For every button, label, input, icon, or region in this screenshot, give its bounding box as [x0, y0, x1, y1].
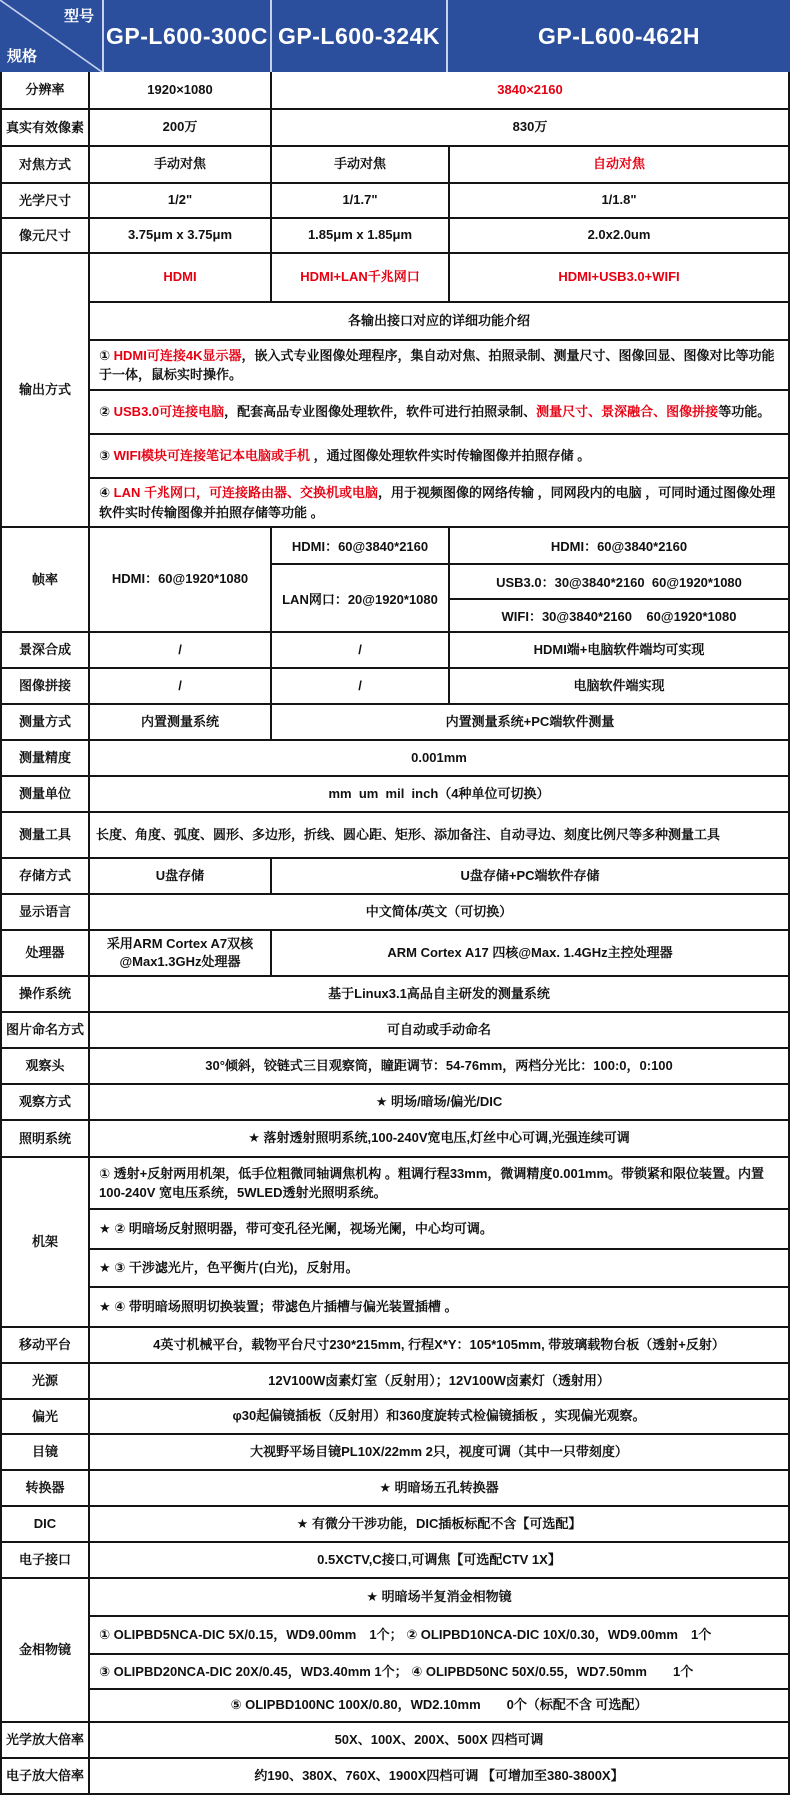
row-depth-fusion [2, 631, 788, 667]
stand-item-3-text: ★ ③ 干涉滤光片，色平衡片(白光)，反射用。 [99, 1260, 359, 1276]
row-label: 测量工具 [18, 827, 71, 843]
value-all: 0.001mm [88, 741, 788, 775]
framerate-324k-hdmi: HDMI：60@3840*2160 [291, 539, 429, 554]
model-axis-label: 型号 [63, 8, 94, 25]
output-item-1-text: ① HDMI可连接4K显示器，嵌入式专业图像处理程序，集自动对焦、拍照录制、测量尺寸、图像回显、图像对比等功能于一体，鼠标实时操作。 [99, 347, 775, 382]
row-label: 电子放大倍率 [5, 1768, 84, 1784]
value-all: 30°倾斜，铰链式三目观察筒，瞳距调节：54-76mm，两档分光比：100:0，0:100 [88, 1049, 788, 1083]
stand-item-1-text: ① 透射+反射两用机架，低手位粗微同轴调焦机构 。粗调行程33mm，微调精度0.001mm。带锁紧和限位装置。内置100-240V 宽电压系统，5WLED透射光照明系统。 [99, 1165, 765, 1200]
row-label: 移动平台 [18, 1337, 71, 1353]
value-324k-462h: U盘存储+PC端软件存储 [270, 859, 788, 893]
row-label: 照明系统 [18, 1130, 71, 1146]
row-label: 光源 [31, 1373, 58, 1389]
stand-item-2 [90, 1208, 788, 1248]
row-label: 转换器 [25, 1480, 65, 1496]
header-diagonal-cell [0, 0, 104, 72]
value-all: 0.5XCTV,C接口,可调焦【可选配CTV 1X】 [88, 1543, 788, 1577]
value-all: mm um mil inch（4种单位可切换） [88, 777, 788, 811]
value-all: 12V100W卤素灯室（反射用）；12V100W卤素灯（透射用） [88, 1364, 788, 1398]
row-image-naming [2, 1011, 788, 1047]
row-label: 光学尺寸 [18, 192, 71, 208]
row-label: 光学放大倍率 [5, 1732, 84, 1748]
row-label: 像元尺寸 [18, 227, 71, 243]
row-framerate [2, 526, 788, 631]
value-all: 50X、100X、200X、500X 四档可调 [88, 1723, 788, 1757]
value-all: φ30起偏镜插板（反射用）和360度旋转式检偏镜插板 ，实现偏光观察。 [88, 1400, 788, 1433]
value-462h: HDMI端+电脑软件端均可实现 [448, 633, 788, 667]
value-all: ★ 明场/暗场/偏光/DIC [88, 1085, 788, 1119]
row-dic [2, 1505, 788, 1541]
value-324k: / [270, 633, 448, 667]
objectives-title-row [90, 1579, 788, 1615]
framerate-462h-wifi: WIFI：30@3840*2160 60@1920*1080 [450, 598, 788, 631]
row-measure-tools [2, 811, 788, 857]
model-header-324k: GP-L600-324K [272, 0, 448, 72]
row-measure-method [2, 703, 788, 739]
framerate-462h-usb: USB3.0：30@3840*2160 60@1920*1080 [450, 563, 788, 598]
row-label: 图片命名方式 [5, 1022, 84, 1038]
output-content [88, 254, 788, 526]
stand-item-1 [90, 1158, 788, 1208]
row-label: 操作系统 [18, 986, 71, 1002]
row-pixel-size [2, 217, 788, 252]
row-storage [2, 857, 788, 893]
value-all: 长度、角度、弧度、圆形、多边形，折线、圆心距、矩形、添加备注、自动寻边、刻度比例尺等多种测量工具 [88, 813, 788, 857]
value-462h: 2.0x2.0um [448, 219, 788, 252]
row-polarizer [2, 1398, 788, 1433]
row-label: 金相物镜 [18, 1642, 71, 1658]
row-label: 存储方式 [18, 868, 71, 884]
value-all: 可自动或手动命名 [88, 1013, 788, 1047]
row-language [2, 893, 788, 929]
row-label: 帧率 [31, 571, 58, 587]
row-label: 分辨率 [25, 82, 65, 98]
value-all: 基于Linux3.1高品自主研发的测量系统 [88, 977, 788, 1011]
value-324k-462h: ARM Cortex A17 四核@Max. 1.4GHz主控处理器 [270, 931, 788, 975]
row-eyepiece [2, 1433, 788, 1469]
row-stand [2, 1156, 788, 1326]
stand-content [88, 1158, 788, 1326]
value-324k: 1/1.7" [270, 184, 448, 217]
value-462h: 自动对焦 [448, 147, 788, 182]
stand-item-3 [90, 1248, 788, 1286]
row-digital-magnification [2, 1757, 788, 1793]
value-300c: U盘存储 [88, 859, 270, 893]
row-illumination [2, 1119, 788, 1156]
value-all: 约190、380X、760X、1900X四档可调 【可增加至380-3800X】 [88, 1759, 788, 1793]
value-300c: 采用ARM Cortex A7双核@Max1.3GHz处理器 [88, 931, 270, 975]
row-label: 机架 [31, 1234, 58, 1250]
objectives-item-1 [90, 1615, 788, 1653]
row-cmount [2, 1541, 788, 1577]
value-324k-462h: 830万 [270, 110, 788, 145]
value-all: 4英寸机械平台，载物平台尺寸230*215mm, 行程X*Y：105*105mm, 带玻璃载物台板（透射+反射） [88, 1328, 788, 1362]
objectives-item-2-text: ③ OLIPBD20NCA-DIC 20X/0.45，WD3.40mm 1个； ④ OLIPBD50NC 50X/0.55，WD7.50mm 1个 [99, 1663, 694, 1679]
row-output-interfaces [2, 252, 788, 526]
value-all: ★ 明暗场五孔转换器 [88, 1471, 788, 1505]
objectives-content [88, 1579, 788, 1721]
value-all: ★ 有微分干涉功能，DIC插板标配不含【可选配】 [88, 1507, 788, 1541]
interface-324k: HDMI+LAN千兆网口 [270, 254, 448, 301]
objectives-item-3 [90, 1688, 788, 1721]
value-300c: 内置测量系统 [88, 705, 270, 739]
row-stage [2, 1326, 788, 1362]
output-item-4-text: ④ LAN 千兆网口，可连接路由器、交换机或电脑，用于视频图像的网络传输 ，同网段内的电脑 ，可同时通过图像处理软件实时传输图像并拍照存储等功能 。 [99, 485, 776, 520]
row-image-stitching [2, 667, 788, 703]
row-measure-unit [2, 775, 788, 811]
row-resolution [2, 72, 788, 108]
value-462h: 电脑软件端实现 [448, 669, 788, 703]
stand-item-4 [90, 1286, 788, 1326]
stand-item-4-text: ★ ④ 带明暗场照明切换装置；带滤色片插槽与偏光装置插槽 。 [99, 1299, 458, 1315]
objectives-item-3-text: ⑤ OLIPBD100NC 100X/0.80，WD2.10mm 0个（标配不含 可选配） [230, 1697, 648, 1713]
output-interface-row [90, 254, 788, 301]
row-label: 测量单位 [18, 786, 71, 802]
interface-462h: HDMI+USB3.0+WIFI [448, 254, 788, 301]
table-header [0, 0, 790, 72]
row-label: 测量精度 [18, 750, 71, 766]
row-focus-mode [2, 145, 788, 182]
model-header-300c: GP-L600-300C [104, 0, 272, 72]
value-300c: / [88, 633, 270, 667]
output-item-2-text: ② USB3.0可连接电脑，配套高品专业图像处理软件，软件可进行拍照录制、测量尺寸、景深融合、图像拼接等功能。 [99, 404, 771, 420]
spec-axis-label: 规格 [7, 48, 38, 65]
value-all: 中文简体/英文（可切换） [88, 895, 788, 929]
row-turret [2, 1469, 788, 1505]
interface-300c: HDMI [163, 269, 197, 285]
row-label: 测量方式 [18, 714, 71, 730]
framerate-324k-lan: LAN网口：20@1920*1080 [272, 563, 448, 631]
value-324k: 1.85μm x 1.85μm [270, 219, 448, 252]
objectives-item-2 [90, 1653, 788, 1688]
row-label: 图像拼接 [18, 678, 71, 694]
row-label: 电子接口 [18, 1552, 71, 1568]
output-item-4 [90, 477, 788, 526]
framerate-300c: HDMI：60@1920*1080 [88, 528, 270, 631]
value-300c: 3.75μm x 3.75μm [88, 219, 270, 252]
row-measure-precision [2, 739, 788, 775]
value-324k-462h: 内置测量系统+PC端软件测量 [270, 705, 788, 739]
row-label: 观察头 [25, 1058, 65, 1074]
output-item-3 [90, 433, 788, 477]
row-processor [2, 929, 788, 975]
row-label: 对焦方式 [18, 156, 71, 172]
row-label: 景深合成 [18, 642, 71, 658]
model-header-462h: GP-L600-462H [538, 22, 700, 49]
output-intro-text: 各输出接口对应的详细功能介绍 [347, 312, 530, 328]
row-label: 观察方式 [18, 1094, 71, 1110]
output-item-1 [90, 339, 788, 389]
stand-item-2-text: ★ ② 明暗场反射照明器，带可变孔径光阑，视场光阑，中心均可调。 [99, 1221, 493, 1237]
value-300c: 1920×1080 [88, 72, 270, 108]
spec-table [0, 72, 790, 1795]
framerate-462h-hdmi: HDMI：60@3840*2160 [550, 539, 688, 554]
value-324k: / [270, 669, 448, 703]
output-intro-row [90, 301, 788, 339]
objectives-title: ★ 明暗场半复消金相物镜 [366, 1588, 512, 1604]
row-label: 真实有效像素 [5, 119, 84, 135]
output-item-3-text: ③ WIFI模块可连接笔记本电脑或手机 ，通过图像处理软件实时传输图像并拍照存储 。 [99, 448, 591, 464]
row-label: 目镜 [31, 1444, 58, 1460]
framerate-462h [448, 528, 788, 631]
output-item-2 [90, 389, 788, 433]
row-light-source [2, 1362, 788, 1398]
row-observation-head [2, 1047, 788, 1083]
row-label: 显示语言 [18, 904, 71, 920]
value-300c: / [88, 669, 270, 703]
row-observation-mode [2, 1083, 788, 1119]
value-all: 大视野平场目镜PL10X/22mm 2只，视度可调（其中一只带刻度） [88, 1435, 788, 1469]
value-324k-462h: 3840×2160 [270, 72, 788, 108]
row-label: 处理器 [25, 945, 65, 961]
row-label: 偏光 [31, 1408, 58, 1424]
framerate-324k [270, 528, 448, 631]
row-optical-size [2, 182, 788, 217]
value-300c: 200万 [88, 110, 270, 145]
value-300c: 1/2" [88, 184, 270, 217]
row-label: DIC [33, 1516, 57, 1532]
row-os [2, 975, 788, 1011]
value-324k: 手动对焦 [270, 147, 448, 182]
row-effective-pixels [2, 108, 788, 145]
row-label: 输出方式 [18, 382, 71, 398]
value-300c: 手动对焦 [88, 147, 270, 182]
row-objectives [2, 1577, 788, 1721]
row-optical-magnification [2, 1721, 788, 1757]
objectives-item-1-text: ① OLIPBD5NCA-DIC 5X/0.15，WD9.00mm 1个； ② OLIPBD10NCA-DIC 10X/0.30，WD9.00mm 1个 [99, 1627, 712, 1643]
value-462h: 1/1.8" [448, 184, 788, 217]
value-all: ★ 落射透射照明系统,100-240V宽电压,灯丝中心可调,光强连续可调 [88, 1121, 788, 1156]
